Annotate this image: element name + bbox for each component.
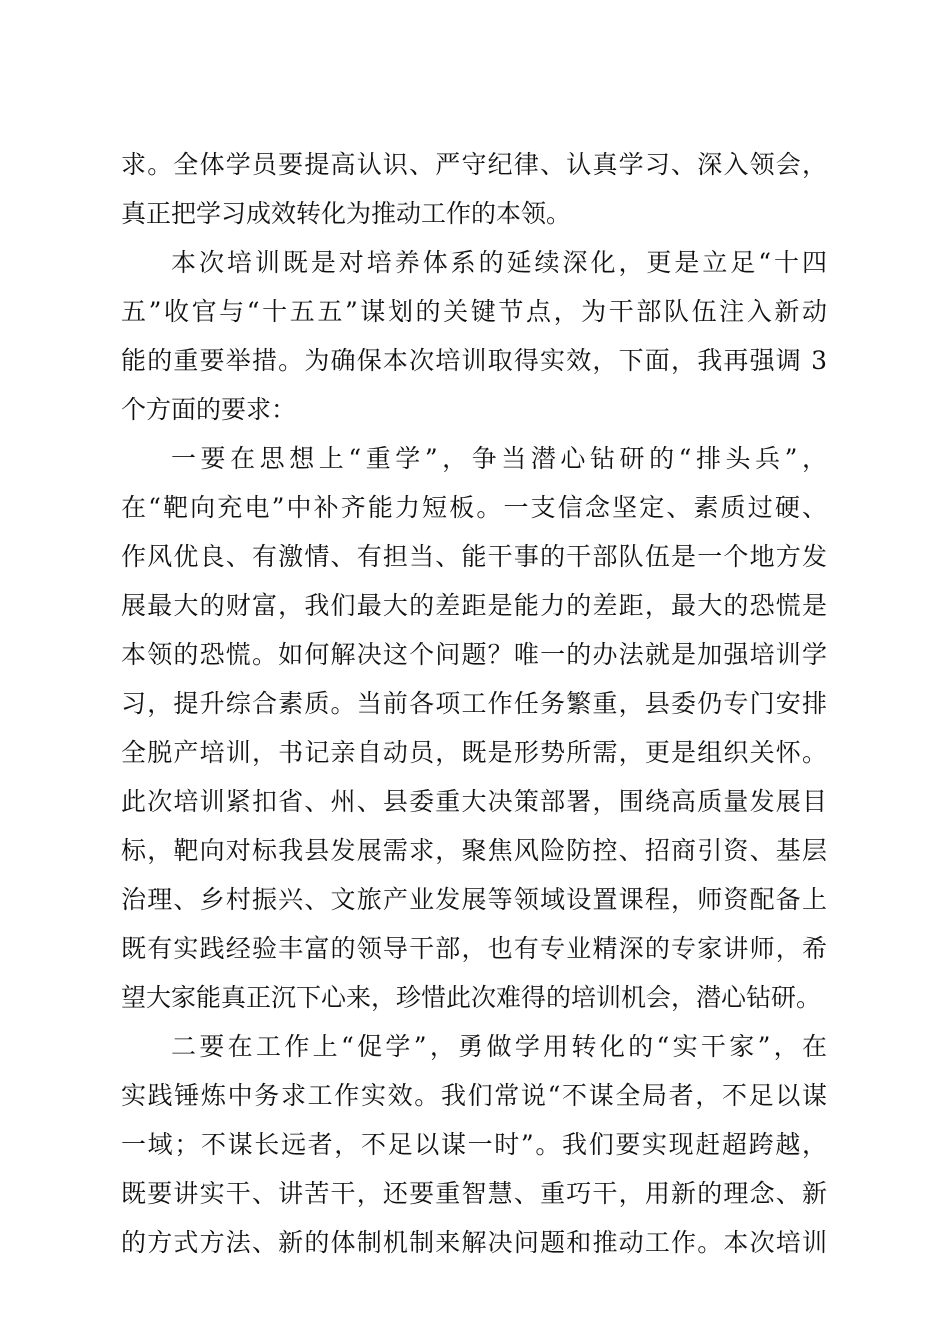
text-line: 既有实践经验丰富的领导干部，也有专业精深的专家讲师，希 [121,934,827,963]
text-line: 的方式方法、新的体制机制来解决问题和推动工作。本次培训 [121,1228,827,1257]
text-line: 展最大的财富，我们最大的差距是能力的差距，最大的恐慌是 [121,591,827,620]
text-line: 望大家能真正沉下心来，珍惜此次难得的培训机会，潜心钻研。 [121,983,822,1012]
text-line: 本领的恐慌。如何解决这个问题？唯一的办法就是加强培训学 [121,640,827,669]
text-line: 在“靶向充电”中补齐能力短板。一支信念坚定、素质过硬、 [121,493,827,522]
body-text [121,140,827,1267]
paragraph-start-line: 一要在思想上“重学”，争当潜心钻研的“排头兵”， [171,444,827,473]
paragraph-start-line: 本次培训既是对培养体系的延续深化，更是立足“十四 [171,248,827,277]
text-line: 能的重要举措。为确保本次培训取得实效，下面，我再强调 3 [121,346,827,375]
text-line: 个方面的要求： [121,395,297,424]
text-line: 五”收官与“十五五”谋划的关键节点，为干部队伍注入新动 [121,297,827,326]
text-line: 既要讲实干、讲苦干，还要重智慧、重巧干，用新的理念、新 [121,1179,827,1208]
text-line: 作风优良、有激情、有担当、能干事的干部队伍是一个地方发 [121,542,827,571]
text-line: 实践锤炼中务求工作实效。我们常说“不谋全局者，不足以谋 [121,1081,827,1110]
text-line: 标，靶向对标我县发展需求，聚焦风险防控、招商引资、基层 [121,836,827,865]
text-line: 真正把学习成效转化为推动工作的本领。 [121,199,572,228]
text-line: 全脱产培训，书记亲自动员，既是形势所需，更是组织关怀。 [121,738,827,767]
text-line: 求。全体学员要提高认识、严守纪律、认真学习、深入领会， [121,150,827,179]
text-line: 习，提升综合素质。当前各项工作任务繁重，县委仍专门安排 [121,689,827,718]
text-line: 此次培训紧扣省、州、县委重大决策部署，围绕高质量发展目 [121,787,827,816]
paragraph-start-line: 二要在工作上“促学”，勇做学用转化的“实干家”，在 [171,1032,827,1061]
text-line: 一域；不谋长远者，不足以谋一时”。我们要实现赶超跨越， [121,1130,827,1159]
text-line: 治理、乡村振兴、文旅产业发展等领域设置课程，师资配备上 [121,885,827,914]
